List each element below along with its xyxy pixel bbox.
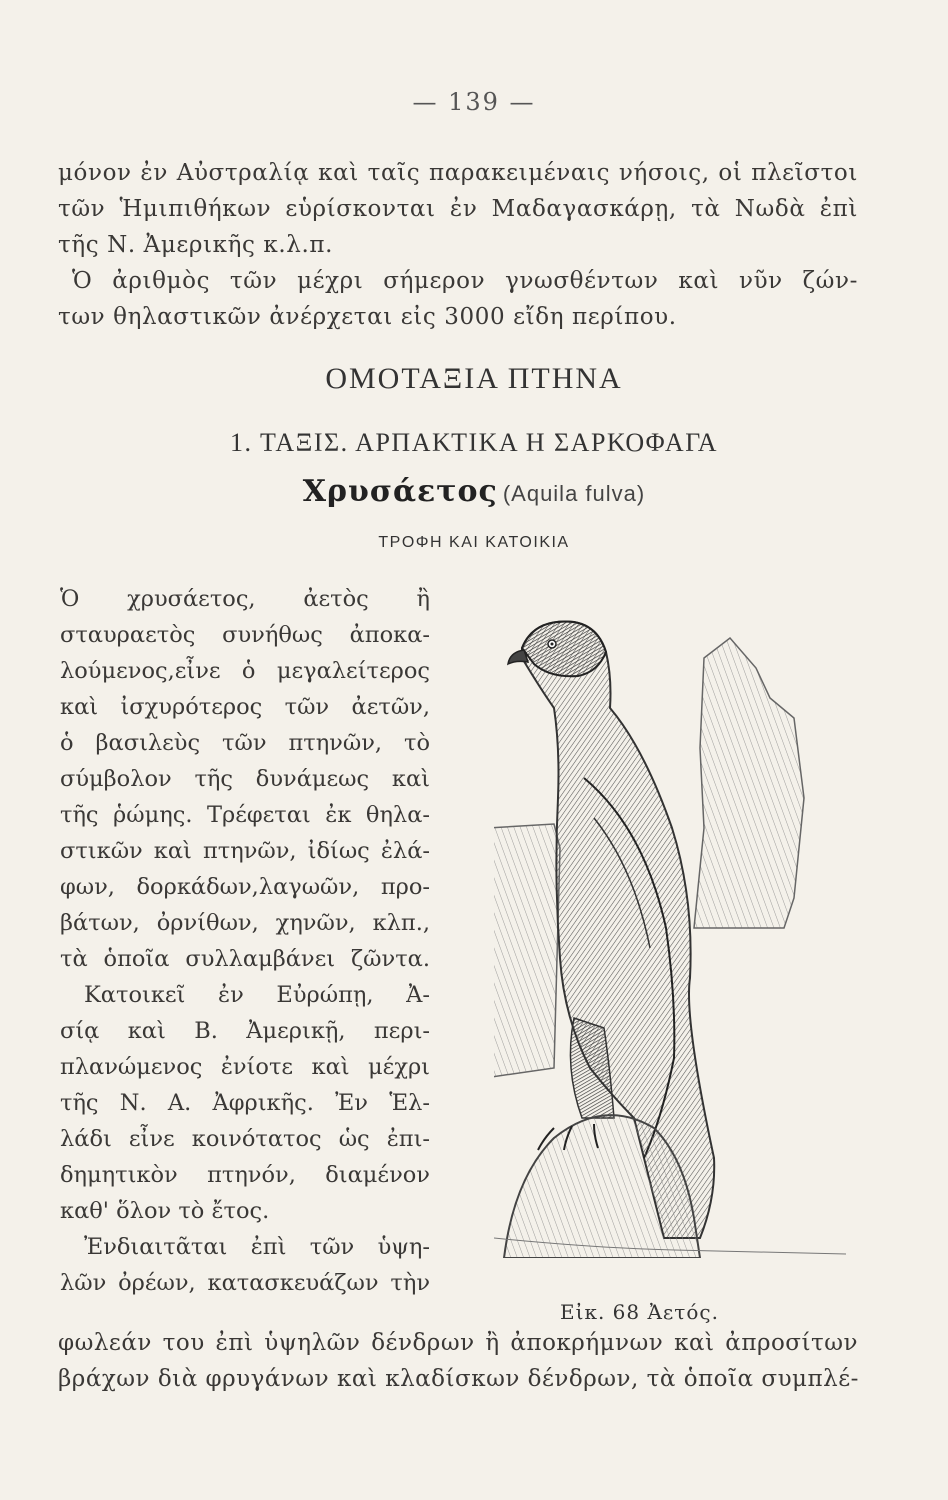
species-name: Χρυσάετος [302,474,498,509]
column-line: δημητικὸν πτηνόν, διαμένον [60,1162,430,1188]
order-heading: 1. ΤΑΞΙΣ. ΑΡΠΑΚΤΙΚΑ Η ΣΑΡΚΟΦΑΓΑ [230,428,718,457]
column-line: τῆς ῥώμης. Τρέφεται ἐκ θηλα- [60,802,430,828]
section-subheading: ΤΡΟΦΗ ΚΑΙ ΚΑΤΟΙΚΙΑ [378,534,570,551]
column-line: βάτων, ὀρνίθων, χηνῶν, κλπ., [60,910,430,936]
intro-line: μόνον ἐν Αὐστραλίᾳ καὶ ταῖς παρακειμέναις νήσοις, οἱ πλεῖστοι [58,160,858,186]
intro-line: τῶν Ἡμιπιθήκων εὑρίσκονται ἐν Μαδαγασκάρῃ, τὰ Νωδὰ ἐπὶ [58,196,858,222]
page-number: — 139 — [412,88,536,116]
body-line: βράχων διὰ φρυγάνων καὶ κλαδίσκων δένδρων, τὰ ὁποῖα συμπλέ- [58,1366,859,1392]
column-line: καθ' ὅλον τὸ ἔτος. [60,1198,270,1224]
species-latin-name: (Aquila fulva) [502,481,646,506]
column-line: στικῶν καὶ πτηνῶν, ἰδίως ἐλά- [60,838,430,864]
species-title [0,474,948,509]
column-line: πλανώμενος ἐνίοτε καὶ μέχρι [60,1054,430,1080]
column-line: καὶ ἰσχυρότερος τῶν ἀετῶν, [60,694,430,720]
intro-line: Ὁ ἀριθμὸς τῶν μέχρι σήμερον γνωσθέντων καὶ νῦν ζών- [72,268,858,294]
column-line: τὰ ὁποῖα συλλαμβάνει ζῶντα. [60,946,430,972]
body-line: φωλεάν του ἐπὶ ὑψηλῶν δένδρων ἢ ἀποκρήμνων καὶ ἀπροσίτων [58,1330,858,1356]
column-line: Κατοικεῖ ἐν Εὐρώπῃ, Ἀ- [84,982,430,1008]
column-line: λούμενος,εἶνε ὁ μεγαλείτερος [60,658,430,684]
class-heading: ΟΜΟΤΑΞΙΑ ΠΤΗΝΑ [325,362,623,395]
column-line: σύμβολον τῆς δυνάμεως καὶ [60,766,430,792]
column-line: φων, δορκάδων,λαγωῶν, προ- [60,874,430,900]
intro-line: των θηλαστικῶν ἀνέρχεται εἰς 3000 εἴδη περίπου. [58,304,677,330]
column-line: τῆς Ν. Α. Ἀφρικῆς. Ἐν Ἑλ- [60,1090,430,1116]
figure-caption: Εἰκ. 68 Ἀετός. [560,1300,719,1324]
column-line: Ὁ χρυσάετος, ἀετὸς ἢ [60,586,430,612]
intro-line: τῆς Ν. Ἀμερικῆς κ.λ.π. [58,232,334,258]
column-line: σίᾳ καὶ Β. Ἀμερικῇ, περι- [60,1018,430,1044]
column-line: Ἐνδιαιτᾶται ἐπὶ τῶν ὑψη- [84,1234,430,1260]
column-line: ὁ βασιλεὺς τῶν πτηνῶν, τὸ [60,730,430,756]
column-line: σταυραετὸς συνήθως ἀποκα- [60,622,430,648]
column-line: λάδι εἶνε κοινότατος ὡς ἐπι- [60,1126,430,1152]
column-line: λῶν ὀρέων, κατασκευάζων τὴν [60,1270,430,1296]
golden-eagle-illustration [494,598,846,1258]
